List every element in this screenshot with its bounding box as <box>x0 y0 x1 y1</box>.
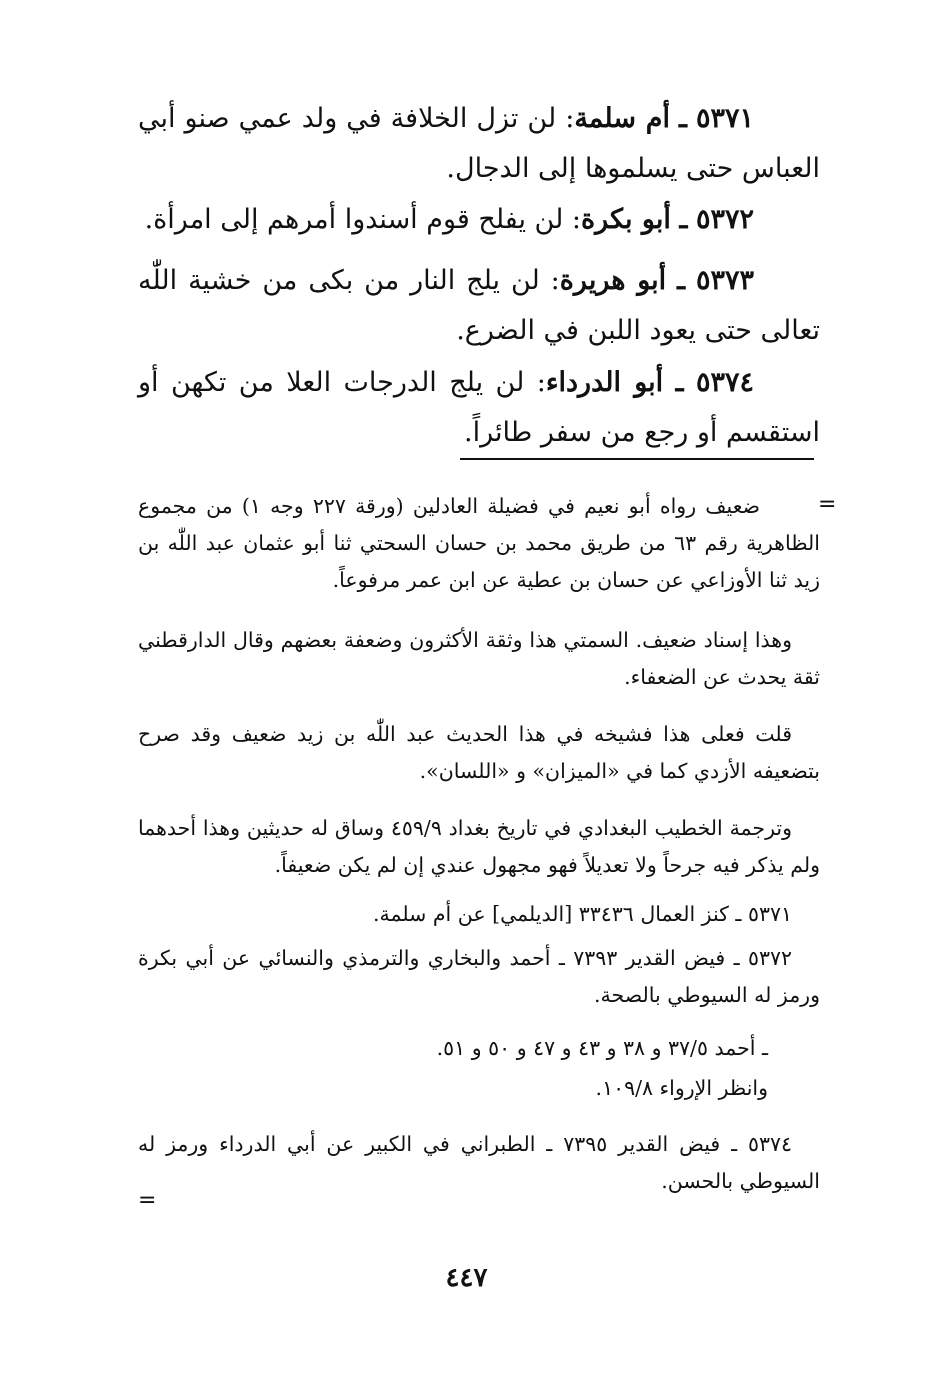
entry-dash: ـ <box>679 204 688 235</box>
entry-text: لن يلج النار من بكى من خشية اللّٰه تعالى حتى يعود اللبن في الضرع. <box>138 265 820 346</box>
entry-colon: : <box>536 367 546 398</box>
entry-narrator: أبو بكرة <box>581 204 671 235</box>
entry-number: ٥٣٧٢ <box>695 204 754 235</box>
page-number: ٤٤٧ <box>445 1263 488 1293</box>
entry-number: ٥٣٧٣ <box>695 265 754 296</box>
entry-text: لن تزل الخلافة في ولد عمي صنو أبي العباس حتى يسلموها إلى الدجال. <box>138 103 820 184</box>
entry-narrator: أبو الدرداء <box>545 367 664 398</box>
hadith-entry-5371 <box>138 94 820 194</box>
footnote-paragraph: وهذا إسناد ضعيف. السمتي هذا وثقة الأكثرون وضعفة بعضهم وقال الدارقطني ثقة يحدث عن الضعفاء. <box>138 628 820 689</box>
entry-dash: ـ <box>675 367 684 398</box>
entry-narrator: أم سلمة <box>574 103 671 134</box>
hadith-entry-5373 <box>138 256 820 356</box>
entry-number: ٥٣٧١ <box>695 103 754 134</box>
continuation-mark-top: = <box>818 492 837 517</box>
entry-dash: ـ <box>677 265 686 296</box>
footnote-ahmad-reference: ـ أحمد ٣٧/٥ و ٣٨ و ٤٣ و ٤٧ و ٥٠ و ٥١. <box>436 1036 768 1060</box>
entry-dash: ـ <box>679 103 687 134</box>
entry-text: لن يلج الدرجات العلا من تكهن أو استقسم أو رجع من سفر طائراً. <box>138 367 820 448</box>
entry-narrator: أبو هريرة <box>559 265 667 296</box>
footnote-paragraph: ضعيف رواه أبو نعيم في فضيلة العادلين (ورقة ٢٢٧ وجه ١) من مجموع الظاهرية رقم ٦٣ من طريق محمد بن حسان السحتي ثنا أبو عثمان عبد اللّٰه بن زيد ثنا الأوزاعي عن حسان بن عطية عن ابن عمر مرفوعاً. <box>138 494 820 592</box>
entry-colon: : <box>565 103 575 134</box>
entry-colon: : <box>571 204 582 235</box>
footnote-reference-5374: ٥٣٧٤ ـ فيض القدير ٧٣٩٥ ـ الطبراني في الكبير عن أبي الدرداء ورمز له السيوطي بالحسن. <box>138 1132 820 1193</box>
footnote-paragraph: قلت فعلى هذا فشيخه في هذا الحديث عبد اللّٰه بن زيد ضعيف وقد صرح بتضعيفه الأزدي كما في «الميزان» و «اللسان». <box>138 722 820 783</box>
hadith-entry-5374 <box>138 358 820 458</box>
footnote-paragraph: وترجمة الخطيب البغدادي في تاريخ بغداد ٤٥٩/٩ وساق له حديثين وهذا أحدهما ولم يذكر فيه جرحاً ولا تعديلاً فهو مجهول عندي إن لم يكن ضعيفاً. <box>138 816 820 877</box>
footnote-irwaa-reference: وانظر الإرواء ١٠٩/٨. <box>595 1076 768 1100</box>
entry-colon: : <box>550 265 560 296</box>
hadith-entry-5372 <box>138 195 820 245</box>
footnote-reference-5371: ٥٣٧١ ـ كنز العمال ٣٣٤٣٦ [الديلمي] عن أم سلمة. <box>372 902 792 926</box>
entry-number: ٥٣٧٤ <box>695 367 754 398</box>
footnote-separator <box>460 458 814 460</box>
continuation-mark-bottom: = <box>138 1188 157 1213</box>
footnote-reference-5372: ٥٣٧٢ ـ فيض القدير ٧٣٩٣ ـ أحمد والبخاري والترمذي والنسائي عن أبي بكرة ورمز له السيوطي بالصحة. <box>138 946 820 1007</box>
entry-text: لن يفلح قوم أسندوا أمرهم إلى امرأة. <box>144 204 564 235</box>
